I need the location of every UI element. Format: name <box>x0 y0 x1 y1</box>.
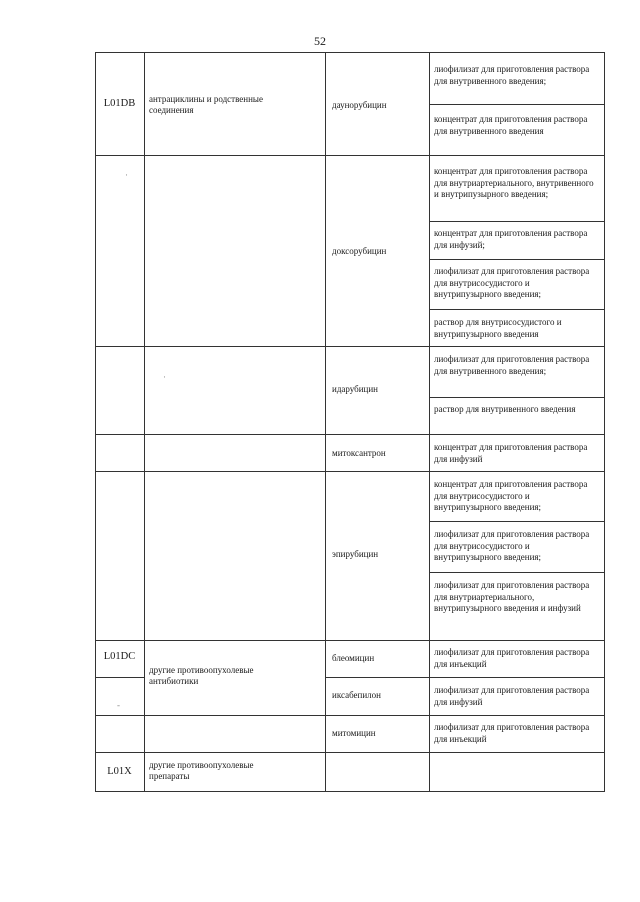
atc-code-l01x: L01X <box>107 766 132 777</box>
form-epirubicin-1: концентрат для приготовления раствора для внутрисосудистого и внутрипузырного введения; <box>434 479 588 512</box>
group-anthracyclines: антрациклины и родственные соединения <box>149 94 263 115</box>
drug-daunorubicin: даунорубицин <box>332 100 387 110</box>
drug-ixabepilone: иксабепилон <box>332 690 381 700</box>
scan-speck: - <box>117 700 120 710</box>
form-idarubicin-2: раствор для внутривенного введения <box>434 404 576 414</box>
form-daunorubicin-1: лиофилизат для приготовления раствора для внутривенного введения; <box>434 64 590 86</box>
scan-speck: · <box>163 372 166 382</box>
form-epirubicin-2: лиофилизат для приготовления раствора для внутрисосудистого и внутрипузырного введения; <box>434 529 590 562</box>
form-mitoxantrone-1: концентрат для приготовления раствора для инфузий <box>434 442 588 464</box>
drug-idarubicin: идарубицин <box>332 384 378 394</box>
form-idarubicin-1: лиофилизат для приготовления раствора для внутривенного введения; <box>434 354 590 376</box>
form-daunorubicin-2: концентрат для приготовления раствора для внутривенного введения <box>434 114 588 136</box>
form-epirubicin-3: лиофилизат для приготовления раствора для внутриартериального, внутрипузырного введения и инфузий <box>434 580 590 613</box>
group-other-antitumor-drugs: другие противоопухолевые препараты <box>149 760 254 781</box>
form-ixabepilone-1: лиофилизат для приготовления раствора для инфузий <box>434 685 590 707</box>
medicines-table <box>95 52 605 792</box>
atc-code-l01dc: L01DC <box>103 651 136 662</box>
form-doxorubicin-1: концентрат для приготовления раствора для внутриартериального, внутривенного и внутрипузырного введения; <box>434 166 594 199</box>
form-bleomycin-1: лиофилизат для приготовления раствора для инъекций <box>434 647 590 669</box>
drug-epirubicin: эпирубицин <box>332 549 379 559</box>
drug-bleomycin: блеомицин <box>332 653 375 663</box>
drug-mitomycin: митомицин <box>332 728 376 738</box>
scan-speck: · <box>125 170 128 180</box>
page-number: 52 <box>314 34 326 48</box>
form-mitomycin-1: лиофилизат для приготовления раствора для инъекций <box>434 722 590 744</box>
drug-mitoxantrone: митоксантрон <box>332 448 386 458</box>
form-doxorubicin-3: лиофилизат для приготовления раствора для внутрисосудистого и внутрипузырного введения; <box>434 266 590 299</box>
group-other-antitumor-antibiotics: другие противоопухолевые антибиотики <box>149 665 254 686</box>
form-doxorubicin-4: раствор для внутрисосудистого и внутрипузырного введения <box>434 317 562 339</box>
drug-doxorubicin: доксорубицин <box>332 246 387 256</box>
form-doxorubicin-2: концентрат для приготовления раствора для инфузий; <box>434 228 588 250</box>
atc-code-l01db: L01DB <box>103 98 136 109</box>
